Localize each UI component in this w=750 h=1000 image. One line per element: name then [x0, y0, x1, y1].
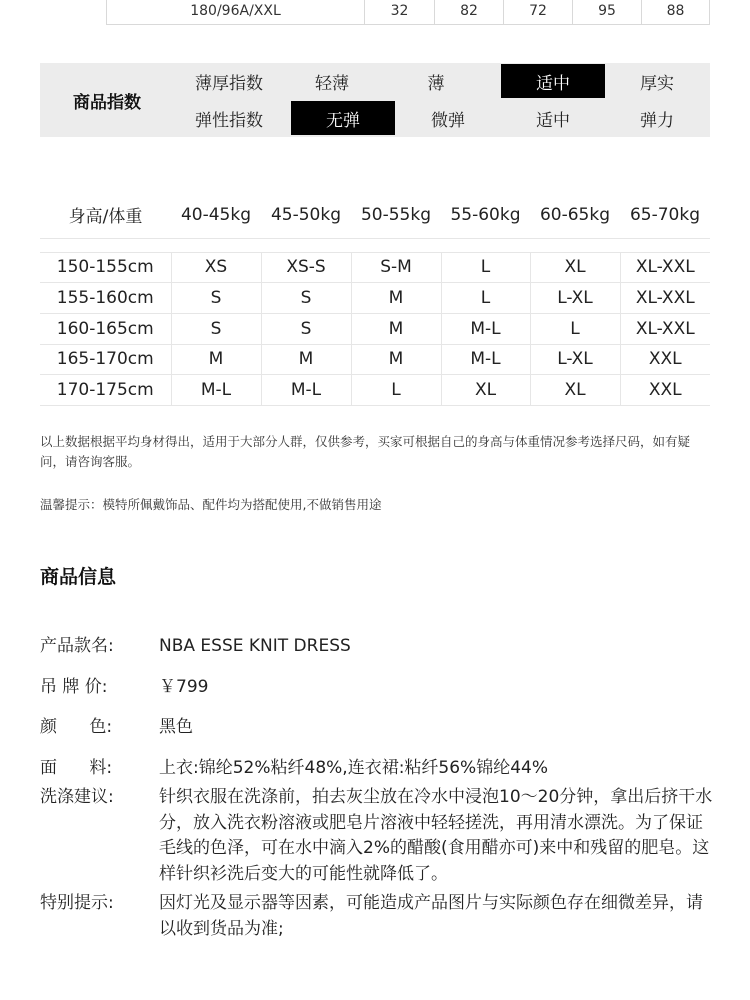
table-cell: M-L [441, 344, 530, 375]
info-label: 颜 色: [40, 717, 113, 737]
table-cell: 160-165cm [40, 313, 171, 344]
table-row [40, 252, 710, 283]
info-row-washing [40, 785, 720, 887]
column-header: 50-55kg [351, 192, 441, 238]
thickness-option-selected: 适中 [501, 64, 605, 98]
column-header: 60-65kg [530, 192, 620, 238]
table-cell: L-XL [530, 283, 620, 314]
table-cell: XL-XXL [620, 313, 710, 344]
table-cell: XL-XXL [620, 283, 710, 314]
table-row [40, 375, 710, 406]
info-row-color [40, 715, 720, 741]
table-cell: L [441, 283, 530, 314]
product-info-list [40, 634, 720, 946]
table-cell: 95 [573, 0, 642, 25]
table-cell: M-L [261, 375, 351, 406]
elasticity-index-row [174, 100, 710, 137]
thickness-index-row [174, 63, 710, 100]
column-header: 40-45kg [171, 192, 261, 238]
size-table-tail [106, 0, 710, 25]
table-cell: 155-160cm [40, 283, 171, 314]
elasticity-index-label: 弹性指数 [195, 111, 263, 131]
table-cell: L [530, 313, 620, 344]
table-cell: M [351, 283, 441, 314]
elasticity-option: 适中 [536, 111, 570, 131]
thickness-index-label: 薄厚指数 [195, 74, 263, 94]
info-row-tag-price [40, 675, 720, 701]
elasticity-option: 微弹 [431, 111, 465, 131]
info-value: ￥799 [159, 676, 209, 697]
table-header-row [40, 192, 710, 238]
elasticity-option: 弹力 [640, 111, 674, 131]
table-cell: S [261, 283, 351, 314]
table-cell: S [171, 313, 261, 344]
info-label: 吊 牌 价: [40, 676, 108, 697]
table-row [40, 283, 710, 314]
info-label: 洗涤建议: [40, 787, 114, 807]
table-cell: 88 [642, 0, 710, 25]
table-cell: M-L [171, 375, 261, 406]
column-header: 身高/体重 [40, 192, 171, 238]
table-cell: S-M [351, 252, 441, 283]
size-data-note: 以上数据根据平均身材得出，适用于大部分人群，仅供参考，买家可根据自己的身高与体重情况参考选择尺码，如有疑问，请咨询客服。 [40, 434, 691, 469]
table-cell: L [441, 252, 530, 283]
info-row-special-note [40, 891, 720, 942]
table-cell: 180/96A/XXL [107, 0, 365, 25]
table-cell: XL [530, 252, 620, 283]
info-value: 因灯光及显示器等因素，可能造成产品图片与实际颜色存在细微差异，请以收到货品为准; [159, 893, 703, 939]
table-cell: M [351, 313, 441, 344]
thickness-option: 薄 [427, 74, 445, 94]
table-cell: L-XL [530, 344, 620, 375]
info-value: NBA ESSE KNIT DRESS [159, 636, 351, 656]
info-label: 特别提示: [40, 893, 114, 913]
info-row-style-name [40, 634, 720, 660]
table-row [40, 344, 710, 375]
product-index-title: 商品指数 [73, 92, 141, 113]
table-cell: 165-170cm [40, 344, 171, 375]
table-cell: 32 [365, 0, 435, 25]
table-cell: XXL [620, 344, 710, 375]
table-cell: XL [441, 375, 530, 406]
info-value: 黑色 [159, 717, 193, 737]
product-index-panel [40, 63, 710, 137]
column-header: 55-60kg [441, 192, 530, 238]
table-cell: S [261, 313, 351, 344]
table-cell: 170-175cm [40, 375, 171, 406]
table-cell: M [171, 344, 261, 375]
elasticity-option-selected: 无弹 [291, 101, 395, 135]
table-cell: 150-155cm [40, 252, 171, 283]
info-label: 产品款名: [40, 636, 114, 656]
size-recommendation-table [40, 192, 710, 406]
table-cell: L [351, 375, 441, 406]
table-cell: XL [530, 375, 620, 406]
table-cell: 72 [504, 0, 573, 25]
table-row [40, 313, 710, 344]
table-spacer [40, 238, 710, 252]
table-cell: XL-XXL [620, 252, 710, 283]
table-cell: S [171, 283, 261, 314]
table-cell: XS [171, 252, 261, 283]
table-cell: XXL [620, 375, 710, 406]
table-cell: M [261, 344, 351, 375]
column-header: 65-70kg [620, 192, 710, 238]
thickness-option: 轻薄 [315, 74, 349, 94]
thickness-option: 厚实 [640, 74, 674, 94]
table-row [107, 0, 710, 25]
info-value: 上衣:锦纶52%粘纤48%,连衣裙:粘纤56%锦纶44% [159, 757, 548, 778]
product-info-title: 商品信息 [40, 566, 117, 588]
info-row-fabric [40, 756, 720, 782]
table-cell: M-L [441, 313, 530, 344]
table-cell: XS-S [261, 252, 351, 283]
info-label: 面 料: [40, 757, 113, 778]
column-header: 45-50kg [261, 192, 351, 238]
accessory-tip: 温馨提示：模特所佩戴饰品、配件均为搭配使用,不做销售用途 [40, 497, 382, 512]
table-cell: M [351, 344, 441, 375]
table-cell: 82 [435, 0, 504, 25]
info-value: 针织衣服在洗涤前，拍去灰尘放在冷水中浸泡10～20分钟，拿出后挤干水分，放入洗衣粉溶液或肥皂片溶液中轻轻搓洗，再用清水漂洗。为了保证毛线的色泽，可在水中滴入2%的醋酸(食用醋亦可)来中和残留的肥皂。这样针织衫洗后变大的可能性就降低了。 [159, 787, 713, 884]
